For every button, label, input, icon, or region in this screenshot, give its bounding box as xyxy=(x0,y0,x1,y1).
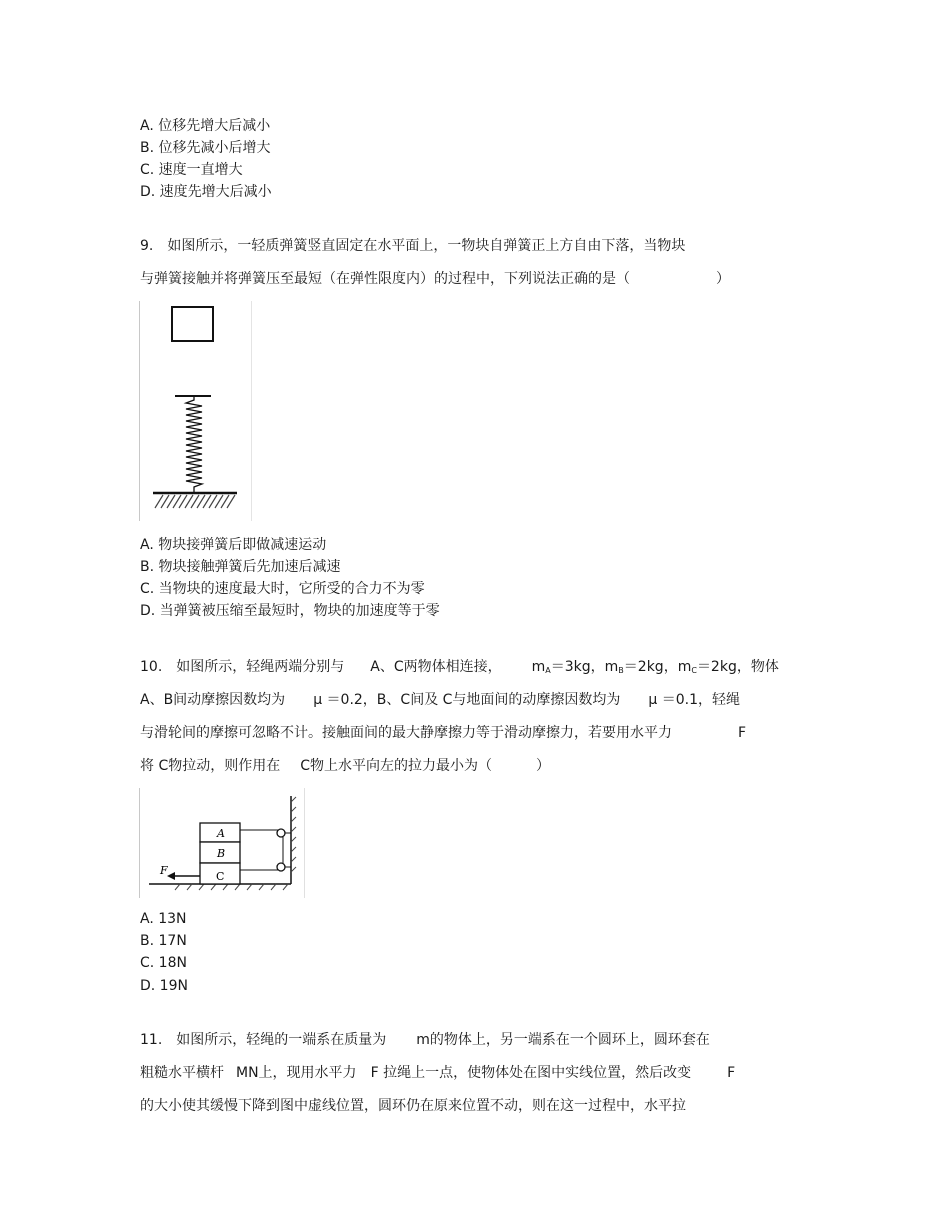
q10-text: 将 C物拉动，则作用在 xyxy=(140,758,281,774)
q10-paren-close: ） xyxy=(536,758,551,774)
falling-block xyxy=(172,307,213,341)
q11-text: 粗糙水平横杆 xyxy=(140,1065,224,1081)
q10-option-b: B. 17N xyxy=(140,933,187,949)
q10-text: μ ＝0.1，轻绳 xyxy=(648,692,741,708)
q9-option-c: C. 当物块的速度最大时，它所受的合力不为零 xyxy=(140,581,425,597)
ground-hatching xyxy=(155,495,235,508)
q11-stem-line-3: 的大小使其缓慢下降到图中虚线位置，圆环仍在原来位置不动，则在这一过程中，水平拉 xyxy=(140,1098,686,1114)
q9-paren-close: ） xyxy=(716,271,730,287)
mass-a-value: ＝3kg， xyxy=(550,659,605,675)
q10-stem-line-2 xyxy=(140,691,740,709)
q10-pulley-figure xyxy=(139,788,307,898)
q10-text: A、C两物体相连接， xyxy=(370,659,502,675)
label-b: B xyxy=(217,847,226,860)
q9-stem-line-2 xyxy=(140,270,730,288)
q11-text: m的物体上，另一端系在一个圆环上，圆环套在 xyxy=(416,1032,710,1048)
mass-subscript-a: A xyxy=(545,666,551,675)
mass-symbol: m xyxy=(531,659,546,675)
q11-text: F xyxy=(727,1065,736,1081)
q10-text: F xyxy=(738,725,747,741)
q10-stem-line-3 xyxy=(140,724,746,742)
label-c: C xyxy=(216,870,225,883)
q10-text: 与滑轮间的摩擦可忽略不计。接触面间的最大静摩擦力等于滑动摩擦力，若要用水平力 xyxy=(140,725,672,741)
pulley-upper xyxy=(277,829,285,837)
q10-option-c: C. 18N xyxy=(140,955,187,971)
spring xyxy=(186,396,202,492)
q9-option-d: D. 当弹簧被压缩至最短时，物块的加速度等于零 xyxy=(140,603,440,619)
pulley-lower xyxy=(277,863,285,871)
mass-symbol: m xyxy=(677,659,692,675)
ground-hatching xyxy=(175,884,288,890)
q8-option-c: C. 速度一直增大 xyxy=(140,162,243,178)
label-f: F xyxy=(160,864,168,877)
q11-stem-line-2 xyxy=(140,1064,735,1082)
mass-symbol: m xyxy=(604,659,619,675)
q10-option-d: D. 19N xyxy=(140,978,188,994)
q8-option-b: B. 位移先减小后增大 xyxy=(140,140,271,156)
q9-spring-figure xyxy=(139,301,253,521)
mass-b-value: ＝2kg， xyxy=(623,659,678,675)
q10-option-a: A. 13N xyxy=(140,911,187,927)
q9-stem-text: 与弹簧接触并将弹簧压至最短（在弹性限度内）的过程中，下列说法正确的是（ xyxy=(140,271,630,287)
q10-stem-line-1 xyxy=(140,658,779,680)
q10-text: A、B间动摩擦因数均为 xyxy=(140,692,286,708)
q10-text: μ ＝0.2，B、C间及 C与地面间的动摩擦因数均为 xyxy=(313,692,621,708)
q11-text: 11. 如图所示，轻绳的一端系在质量为 xyxy=(140,1032,387,1048)
force-arrow-head xyxy=(167,872,175,880)
q11-stem-line-1 xyxy=(140,1031,710,1049)
q9-stem-line-1: 9. 如图所示，一轻质弹簧竖直固定在水平面上，一物块自弹簧正上方自由下落，当物块 xyxy=(140,238,686,254)
mass-c-value: ＝2kg，物体 xyxy=(696,659,779,675)
q10-text: C物上水平向左的拉力最小为（ xyxy=(300,758,493,774)
mass-subscript-c: C xyxy=(691,666,697,675)
q10-stem-line-4 xyxy=(140,757,550,775)
q9-option-a: A. 物块接弹簧后即做减速运动 xyxy=(140,537,327,553)
mass-subscript-b: B xyxy=(618,666,624,675)
q10-text: 10. 如图所示，轻绳两端分别与 xyxy=(140,659,345,675)
label-a: A xyxy=(217,827,225,840)
q9-option-b: B. 物块接触弹簧后先加速后减速 xyxy=(140,559,341,575)
q8-option-d: D. 速度先增大后减小 xyxy=(140,184,272,200)
q11-text: MN上，现用水平力 xyxy=(236,1065,357,1081)
q11-text: F 拉绳上一点，使物体处在图中实线位置，然后改变 xyxy=(370,1065,692,1081)
q8-option-a: A. 位移先增大后减小 xyxy=(140,118,271,134)
